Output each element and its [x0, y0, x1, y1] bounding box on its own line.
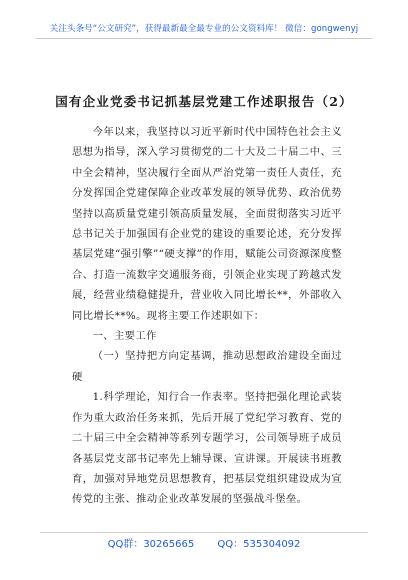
header-divider — [36, 38, 372, 39]
footer-contact — [0, 535, 408, 550]
footer-qq-group: QQ群：30265665 — [107, 539, 195, 550]
document-title: 国有企业党委书记抓基层党建工作述职报告（2） — [55, 94, 353, 109]
section-heading: 一、主要工作 — [92, 330, 157, 343]
subsection-heading: （一）坚持把方向定基调，推动思想政治建设全面过硬 — [72, 350, 342, 383]
document-body — [72, 122, 342, 510]
intro-paragraph: 今年以来，我坚持以习近平新时代中国特色社会主义思想为指导，深入学习贯彻党的二十大及二十届二中、三中全会精神，坚决履行全面从严治党第一责任人责任，充分发挥国企党建保障企业改革发展的领导优势、政治优势坚持以高质量党建引领高质量发展，全面贯彻落实习近平总书记关于加强国有企业党的建设的重要论述，充分发挥基层党建“强引擎”“硬支撑”的作用，赋能公司资源深度整合、打造一流数字交通服务商，引领企业实现了跨越式发展，经营业绩稳健提升，营业收入同比增长**，外部收入同比增长**%。现将主要工作述职如下： — [72, 126, 342, 322]
footer-qq: QQ：535304092 — [217, 539, 301, 550]
header-banner: 关注头条号“公文研究”，获得最新最全最专业的公文资料库！ 微信：gongwenyj — [49, 24, 359, 34]
body-paragraph: 1.科学理论，知行合一作表率。坚持把强化理论武装作为重大政治任务来抓，先后开展了党纪学习教育、党的二十届三中全会精神等系列专题学习，公司领导班子成员各基层党支部书记率先上辅导课、宣讲课。开展读书班教育，加强对异地党员思想教育，把基层党组织建设成为宣传党的主张、推动企业改革发展的坚强战斗堡垒。 — [72, 391, 342, 506]
footer-divider — [40, 532, 368, 533]
